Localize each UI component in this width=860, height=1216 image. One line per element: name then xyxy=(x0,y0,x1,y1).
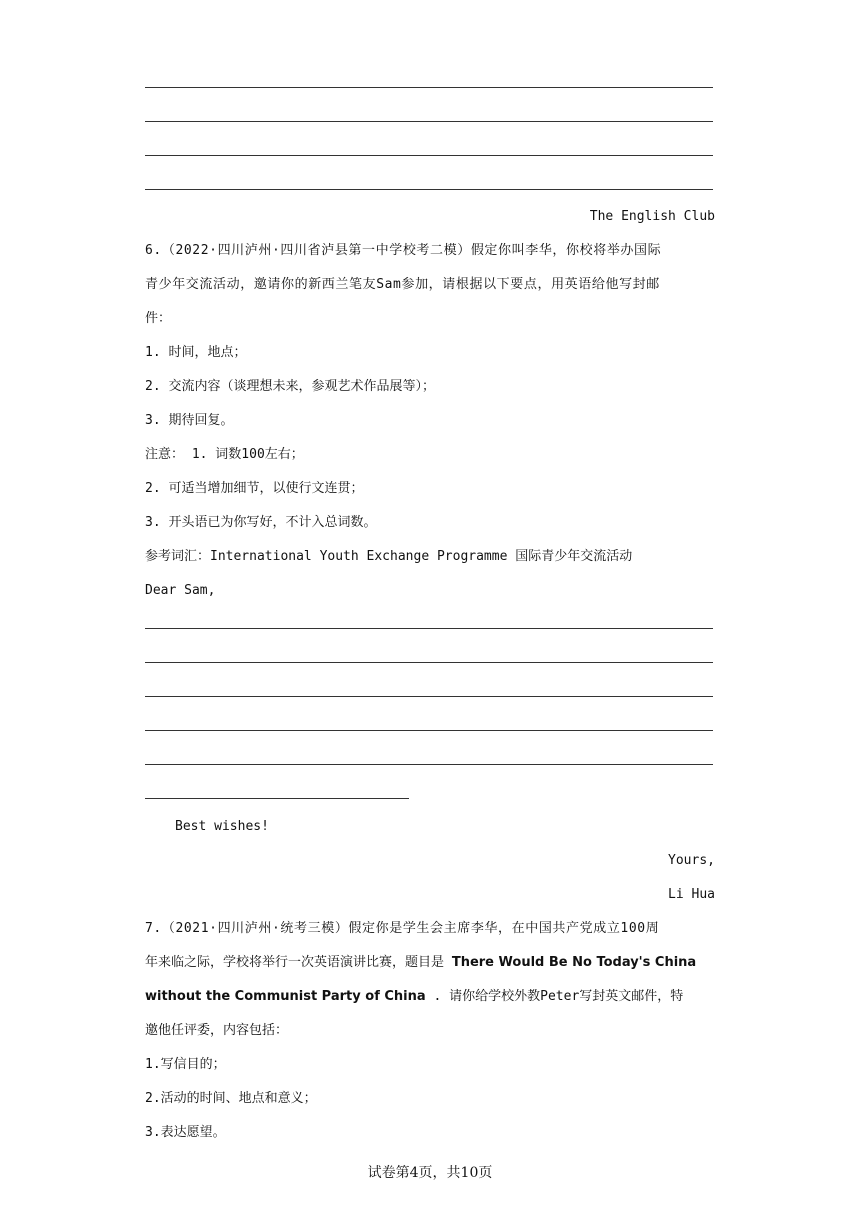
q7-line-2-text: 年来临之际，学校将举行一次英语演讲比赛，题目是 xyxy=(145,955,452,970)
q7-item-1: 1.写信目的； xyxy=(145,1057,226,1072)
q6-name: Li Hua xyxy=(668,887,715,902)
answer-line xyxy=(145,121,713,122)
q6-point-1: 1. 时间，地点； xyxy=(145,345,247,360)
answer-line xyxy=(145,730,713,731)
q6-yours: Yours, xyxy=(668,853,715,868)
q7-item-3: 3.表达愿望。 xyxy=(145,1125,226,1140)
q7-prompt-line-4: 邀他任评委，内容包括： xyxy=(145,1023,289,1038)
answer-line xyxy=(145,764,713,765)
q6-point-3: 3. 期待回复。 xyxy=(145,413,234,428)
q6-vocab: 参考词汇：International Youth Exchange Programme 国际青少年交流活动 xyxy=(145,549,633,564)
q6-prompt-line-3: 件： xyxy=(145,311,172,326)
q6-note-3: 3. 开头语已为你写好，不计入总词数。 xyxy=(145,515,377,530)
q6-prompt-line-2: 青少年交流活动，邀请你的新西兰笔友Sam参加，请根据以下要点，用英语给他写封邮 xyxy=(145,277,660,292)
q7-prompt-line-2 xyxy=(145,954,696,972)
q6-point-2: 2. 交流内容（谈理想未来，参观艺术作品展等）； xyxy=(145,379,435,394)
q6-prompt-line-1: 6.（2022·四川泸州·四川省泸县第一中学校考二模）假定你叫李华，你校将举办国际 xyxy=(145,243,662,258)
answer-line xyxy=(145,628,713,629)
q6-note-1: 注意： 1. 词数100左右； xyxy=(145,447,304,462)
answer-line-short xyxy=(145,798,409,799)
q7-speech-title-b: without the Communist Party of China xyxy=(145,989,426,1004)
q5-signature: The English Club xyxy=(589,209,715,224)
q7-item-2: 2.活动的时间、地点和意义； xyxy=(145,1091,317,1106)
answer-line xyxy=(145,87,713,88)
page-footer: 试卷第4页，共10页 xyxy=(367,1165,493,1181)
answer-line xyxy=(145,155,713,156)
q6-closing: Best wishes! xyxy=(175,819,269,834)
q6-greeting: Dear Sam, xyxy=(145,583,216,598)
q7-prompt-line-3 xyxy=(145,988,683,1006)
q7-prompt-line-1: 7.（2021·四川泸州·统考三模）假定你是学生会主席李华，在中国共产党成立100周 xyxy=(145,921,660,936)
answer-line xyxy=(145,696,713,697)
answer-line xyxy=(145,189,713,190)
q7-speech-title-a: There Would Be No Today's China xyxy=(451,955,697,970)
q6-note-2: 2. 可适当增加细节，以使行文连贯； xyxy=(145,481,364,496)
q7-line-3-text: . 请你给学校外教Peter写封英文邮件，特 xyxy=(425,989,684,1004)
answer-line xyxy=(145,662,713,663)
